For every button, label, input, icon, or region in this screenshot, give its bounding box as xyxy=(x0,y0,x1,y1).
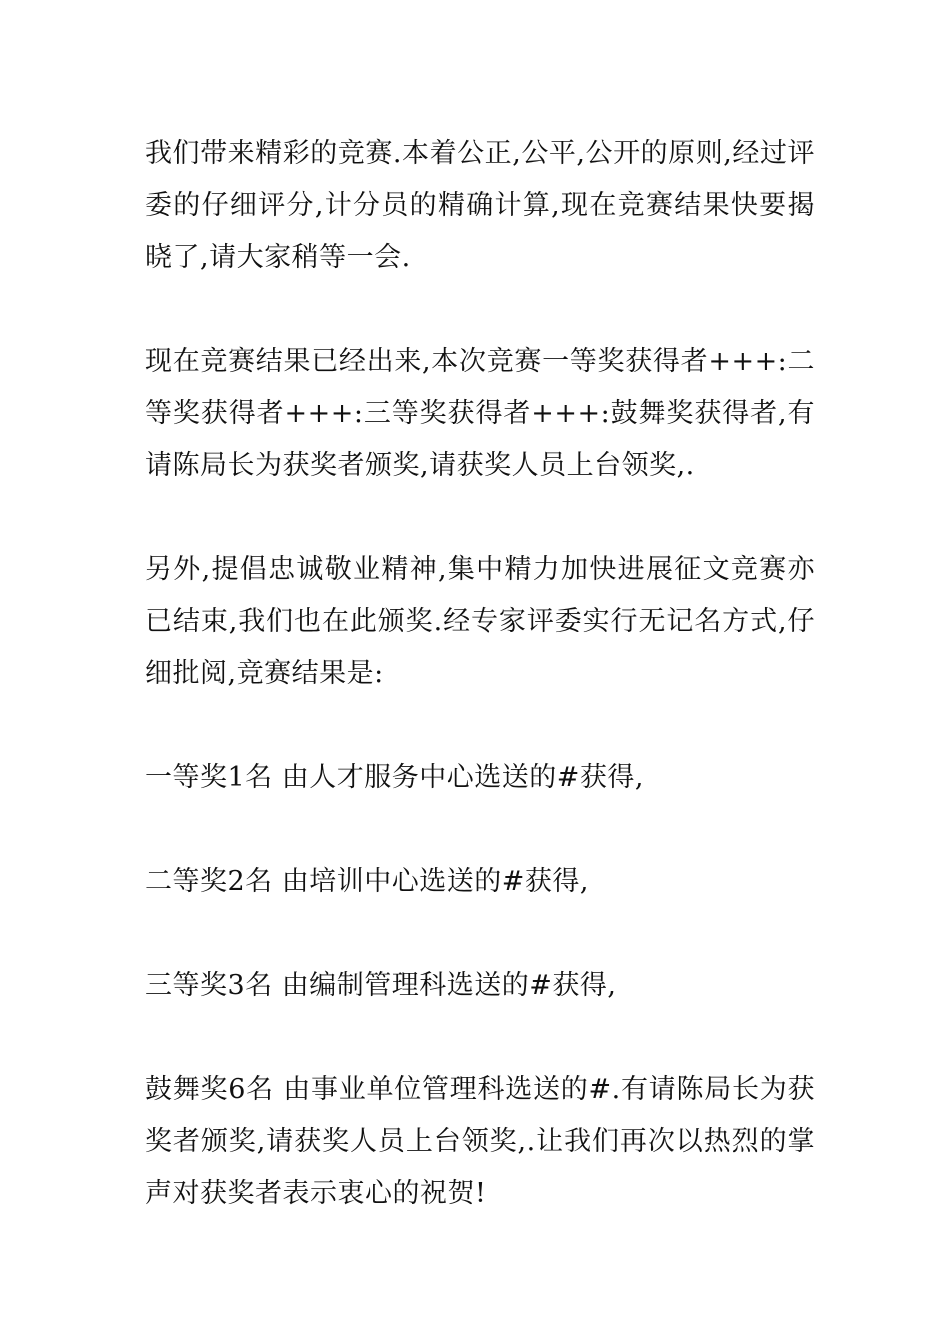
paragraph-essay-contest: 另外,提倡忠诚敬业精神,集中精力加快进展征文竞赛亦已结束,我们也在此颁奖.经专家评委实行无记名方式,仔细批阅,竞赛结果是: xyxy=(145,554,815,689)
paragraph-intro: 我们带来精彩的竞赛.本着公正,公平,公开的原则,经过评委的仔细评分,计分员的精确计算,现在竞赛结果快要揭晓了,请大家稍等一会. xyxy=(145,138,815,273)
document-body xyxy=(145,128,815,1220)
award-third-prize: 三等奖3名 由编制管理科选送的#获得, xyxy=(145,970,617,1001)
award-encouragement-prize: 鼓舞奖6名 由事业单位管理科选送的#.有请陈局长为获奖者颁奖,请获奖人员上台领奖,.让我们再次以热烈的掌声对获奖者表示衷心的祝贺! xyxy=(145,1074,815,1209)
paragraph-results: 现在竞赛结果已经出来,本次竞赛一等奖获得者+++:二等奖获得者+++:三等奖获得者+++:鼓舞奖获得者,有请陈局长为获奖者颁奖,请获奖人员上台领奖,. xyxy=(145,346,815,481)
award-first-prize: 一等奖1名 由人才服务中心选送的#获得, xyxy=(145,762,644,793)
award-second-prize: 二等奖2名 由培训中心选送的#获得, xyxy=(145,866,589,897)
